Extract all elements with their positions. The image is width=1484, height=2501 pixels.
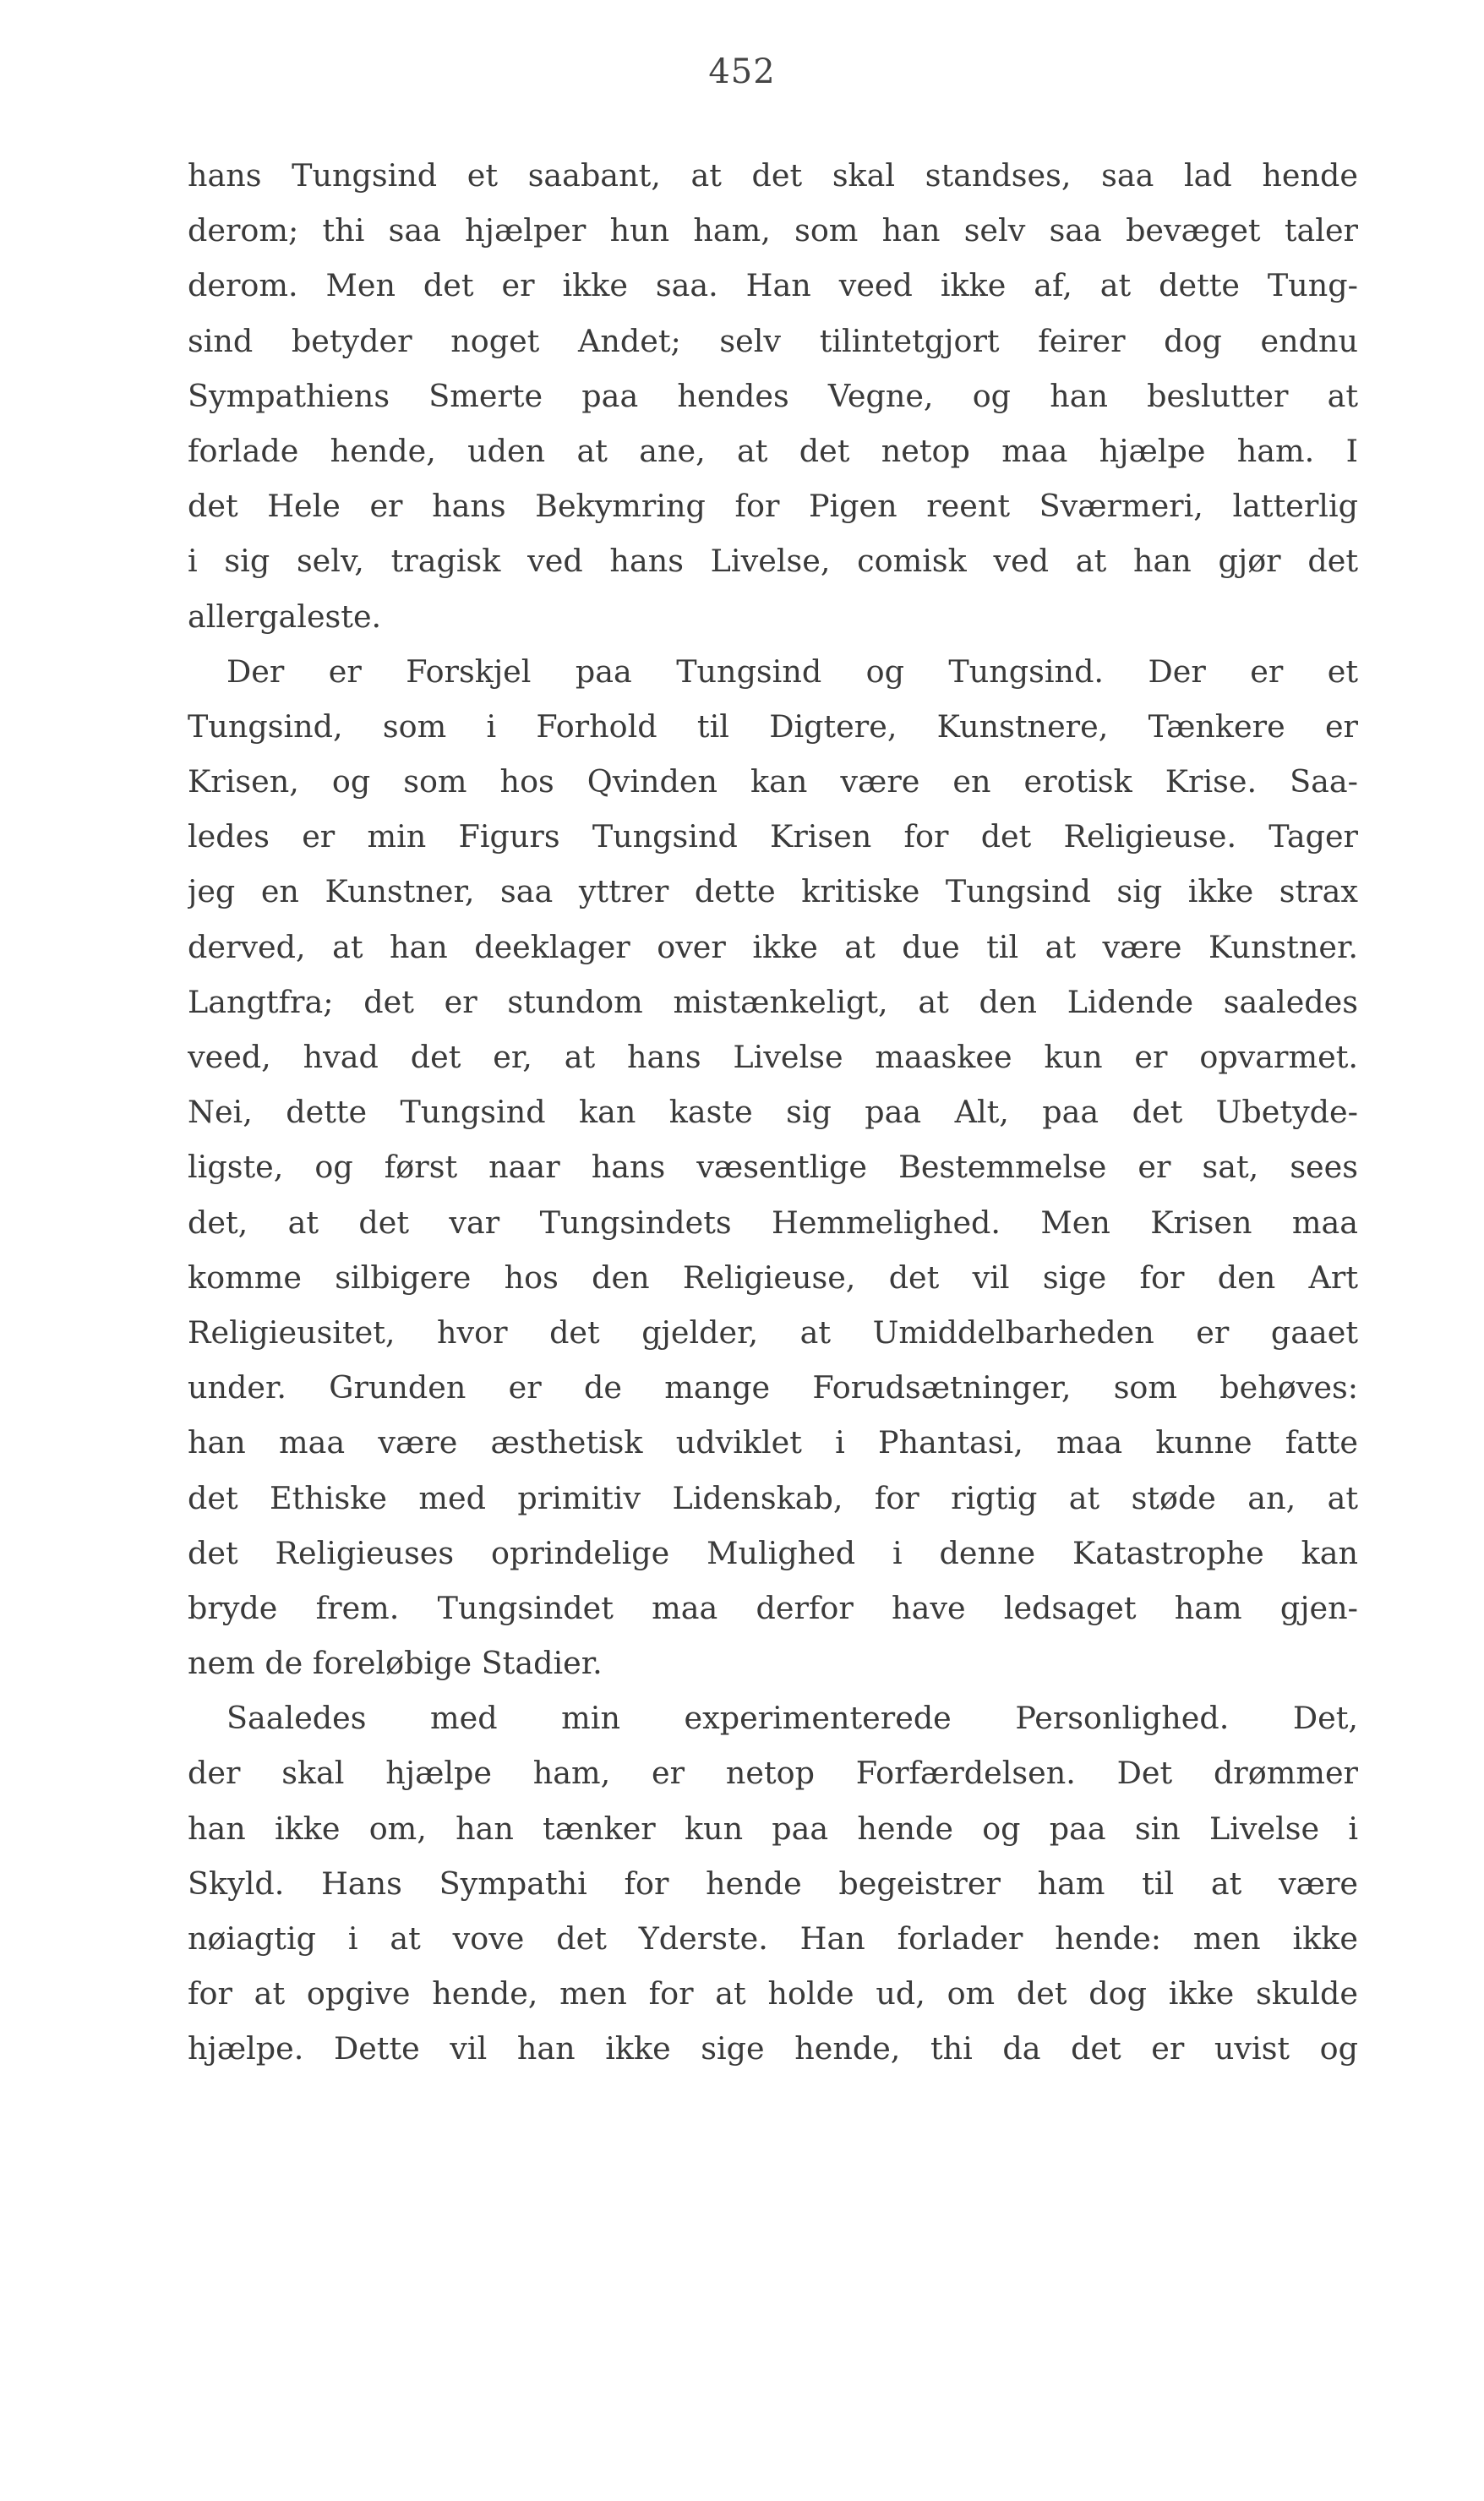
body-text: [188, 148, 1358, 2077]
text-line: hjælpe. Dette vil han ikke sige hende, thi da det er uvist og: [188, 2030, 1358, 2067]
text-line: Krisen, og som hos Qvinden kan være en erotisk Krise. Saa-: [188, 763, 1358, 800]
text-line: derom. Men det er ikke saa. Han veed ikke af, at dette Tung-: [188, 267, 1358, 304]
text-line: nem de foreløbige Stadier.: [188, 1645, 603, 1682]
paragraph-first-line: Der er Forskjel paa Tungsind og Tungsind. Der er et: [226, 653, 1358, 690]
text-line: der skal hjælpe ham, er netop Forfærdelsen. Det drømmer: [188, 1755, 1358, 1792]
text-line: under. Grunden er de mange Forudsætninger, som behøves:: [188, 1369, 1358, 1406]
text-line: det Hele er hans Bekymring for Pigen reent Sværmeri, latterlig: [188, 488, 1358, 525]
text-line: veed, hvad det er, at hans Livelse maaskee kun er opvarmet.: [188, 1039, 1358, 1075]
text-line: i sig selv, tragisk ved hans Livelse, comisk ved at han gjør det: [188, 543, 1358, 580]
text-line: det, at det var Tungsindets Hemmelighed. Men Krisen maa: [188, 1204, 1358, 1241]
text-line: sind betyder noget Andet; selv tilintetgjort feirer dog endnu: [188, 322, 1358, 359]
text-line: Tungsind, som i Forhold til Digtere, Kunstnere, Tænkere er: [188, 707, 1358, 745]
text-line: Sympathiens Smerte paa hendes Vegne, og han beslutter at: [188, 377, 1358, 414]
text-line: for at opgive hende, men for at holde ud, om det dog ikke skulde: [188, 1975, 1358, 2012]
text-line: Langtfra; det er stundom mistænkeligt, at den Lidende saaledes: [188, 983, 1358, 1020]
text-line: jeg en Kunstner, saa yttrer dette kritiske Tungsind sig ikke strax: [188, 873, 1358, 910]
text-line: ligste, og først naar hans væsentlige Bestemmelse er sat, sees: [188, 1149, 1358, 1186]
text-line: Skyld. Hans Sympathi for hende begeistrer ham til at være: [188, 1865, 1358, 1902]
page-number: 452: [708, 52, 776, 91]
text-line: bryde frem. Tungsindet maa derfor have ledsaget ham gjen-: [188, 1589, 1358, 1626]
text-line: forlade hende, uden at ane, at det netop maa hjælpe ham. I: [188, 432, 1358, 469]
text-line: det Religieuses oprindelige Mulighed i denne Katastrophe kan: [188, 1534, 1358, 1571]
text-line: han ikke om, han tænker kun paa hende og paa sin Livelse i: [188, 1810, 1358, 1847]
text-line: det Ethiske med primitiv Lidenskab, for rigtig at støde an, at: [188, 1479, 1358, 1516]
paragraph-first-line: Saaledes med min experimenterede Personlighed. Det,: [226, 1700, 1358, 1737]
text-line: hans Tungsind et saabant, at det skal standses, saa lad hende: [188, 157, 1358, 194]
text-line: nøiagtig i at vove det Yderste. Han forlader hende: men ikke: [188, 1920, 1358, 1957]
text-line: komme silbigere hos den Religieuse, det vil sige for den Art: [188, 1259, 1358, 1296]
text-line: allergaleste.: [188, 598, 382, 635]
text-line: Religieusitet, hvor det gjelder, at Umiddelbarheden er gaaet: [188, 1313, 1358, 1351]
text-line: derved, at han deeklager over ikke at due til at være Kunstner.: [188, 928, 1358, 965]
text-line: Nei, dette Tungsind kan kaste sig paa Alt, paa det Ubetyde-: [188, 1094, 1358, 1131]
text-line: han maa være æsthetisk udviklet i Phantasi, maa kunne fatte: [188, 1424, 1358, 1461]
text-line: derom; thi saa hjælper hun ham, som han selv saa bevæget taler: [188, 212, 1358, 249]
text-line: ledes er min Figurs Tungsind Krisen for det Religieuse. Tager: [188, 818, 1358, 855]
